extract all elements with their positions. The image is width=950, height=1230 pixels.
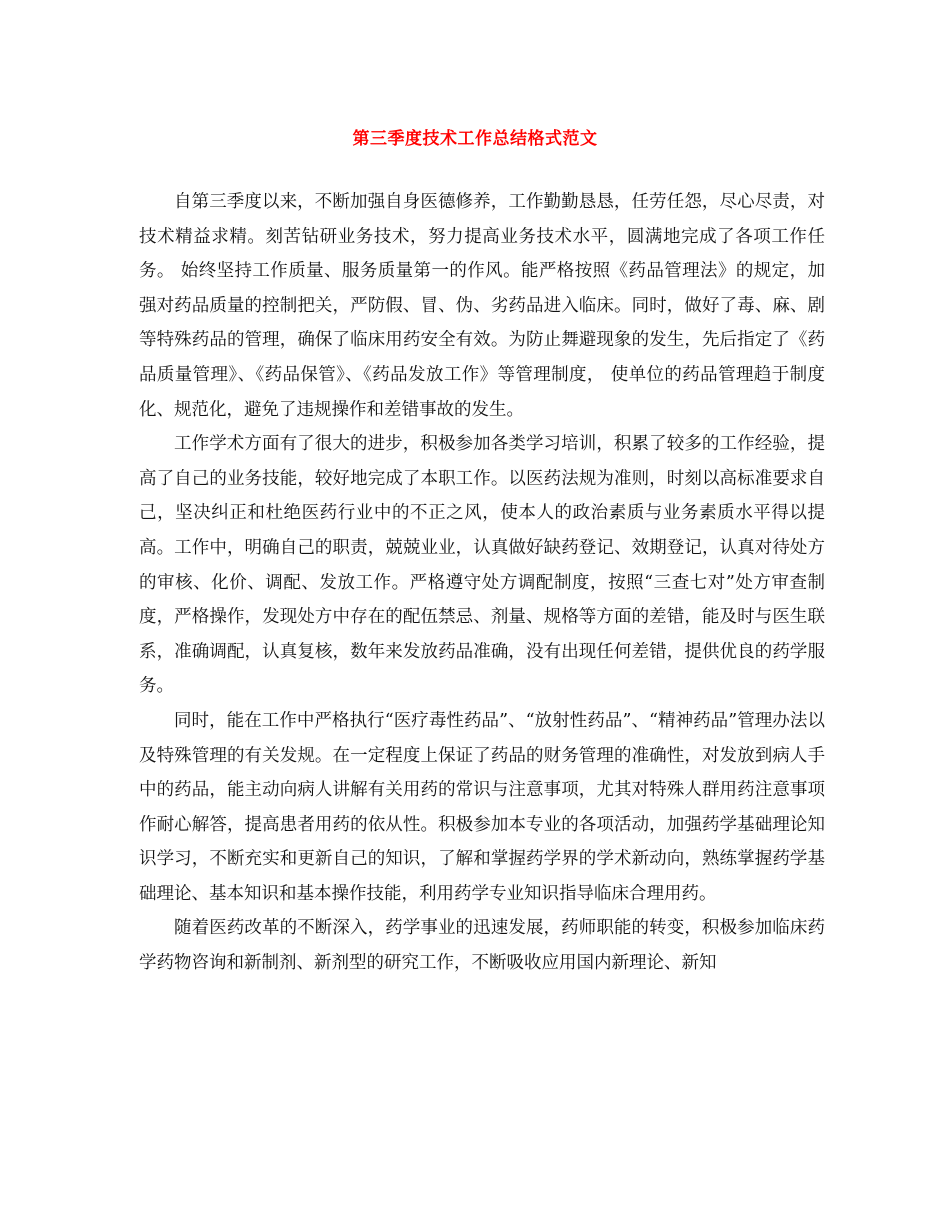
paragraph-2: 工作学术方面有了很大的进步，积极参加各类学习培训，积累了较多的工作经验，提高了自己的业务技能，较好地完成了本职工作。以医药法规为准则，时刻以高标准要求自己，坚决纠正和杜绝医药行业中的不正之风，使本人的政治素质与业务素质水平得以提高。工作中，明确自己的职责，兢兢业业，认真做好缺药登记、效期登记，认真对待处方的审核、化价、调配、发放工作。严格遵守处方调配制度，按照“三查七对”处方审查制度，严格操作，发现处方中存在的配伍禁忌、剂量、规格等方面的差错，能及时与医生联系，准确调配，认真复核，数年来发放药品准确，没有出现任何差错，提供优良的药学服务。 [139, 434, 825, 697]
paragraph-1: 自第三季度以来，不断加强自身医德修养，工作勤勤恳恳，任劳任怨，尽心尽责，对技术精益求精。刻苦钻研业务技术，努力提高业务技术水平，圆满地完成了各项工作任务。 始终坚持工作质量、服务质量第一的作风。能严格按照《药品管理法》的规定，加强对药品质量的控制把关，严防假、冒、伪、劣药品进入临床。同时，做好了毒、麻、剧等特殊药品的管理，确保了临床用药安全有效。为防止舞避现象的发生，先后指定了《药品质量管理》、《药品保管》、《药品发放工作》等管理制度， 使单位的药品管理趋于制度化、规范化，避免了违规操作和差错事故的发生。 [139, 192, 825, 420]
document-title: 第三季度技术工作总结格式范文 [352, 129, 598, 149]
paragraph-3: 同时，能在工作中严格执行“医疗毒性药品”、“放射性药品”、“精神药品”管理办法以及特殊管理的有关发规。在一定程度上保证了药品的财务管理的准确性，对发放到病人手中的药品，能主动向病人讲解有关用药的常识与注意事项，尤其对特殊人群用药注意事项作耐心解答，提高患者用药的依从性。积极参加本专业的各项活动，加强药学基础理论知识学习，不断充实和更新自己的知识，了解和掌握药学界的学术新动向，熟练掌握药学基础理论、基本知识和基本操作技能，利用药学专业知识指导临床合理用药。 [139, 710, 825, 904]
paragraph-4: 随着医药改革的不断深入，药学事业的迅速发展，药师职能的转变，积极参加临床药学药物咨询和新制剂、新剂型的研究工作，不断吸收应用国内新理论、新知 [139, 918, 825, 974]
document-body [139, 185, 825, 981]
